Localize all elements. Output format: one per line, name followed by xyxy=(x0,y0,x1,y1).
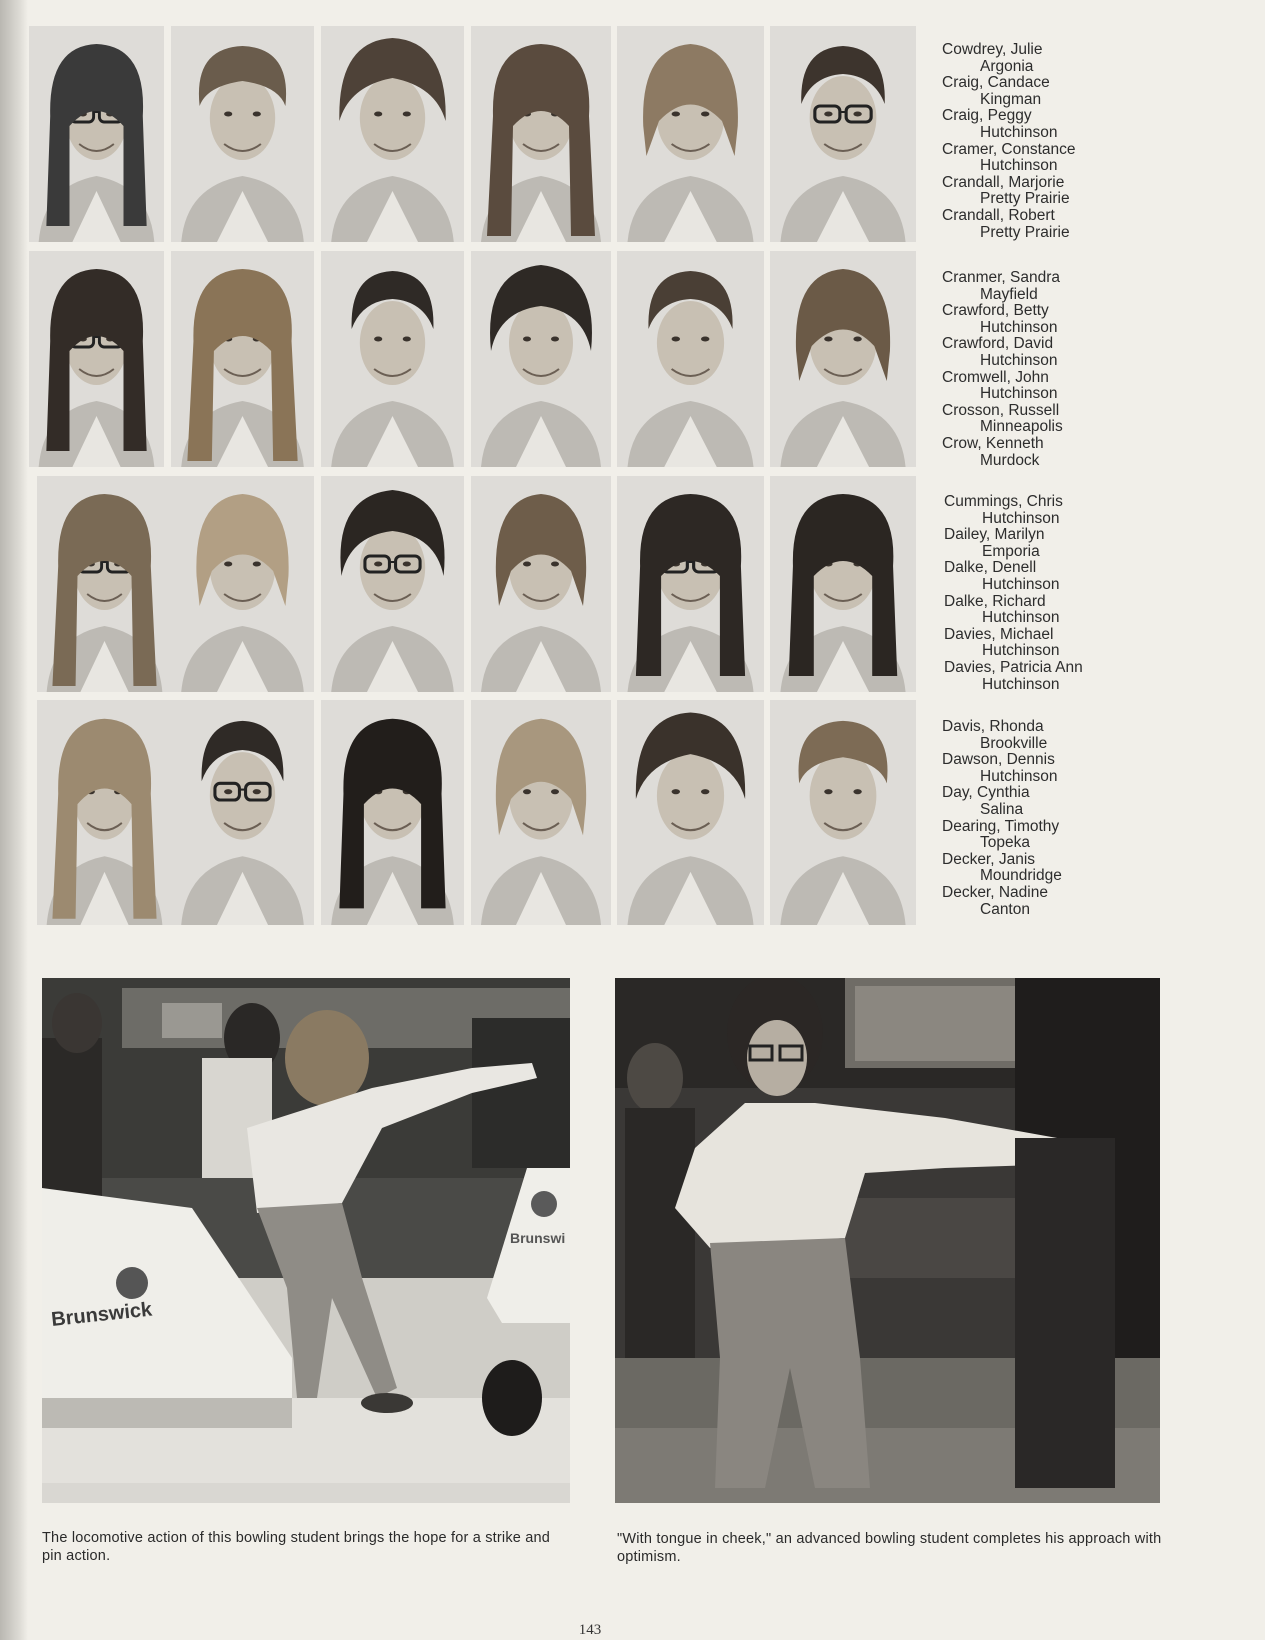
page-number: 143 xyxy=(578,1622,602,1638)
student-entry xyxy=(942,303,1242,336)
student-entry xyxy=(944,494,1244,527)
student-portrait xyxy=(29,251,164,467)
student-entry xyxy=(942,819,1242,852)
student-hometown: Canton xyxy=(980,900,1030,918)
student-portrait xyxy=(471,476,611,692)
bowling-photo-right xyxy=(615,978,1160,1503)
student-hometown: Hutchinson xyxy=(980,385,1058,403)
student-name: Dawson, Dennis xyxy=(942,751,1055,769)
student-entry xyxy=(944,594,1244,627)
student-portrait xyxy=(37,476,172,692)
student-portrait xyxy=(770,700,916,925)
student-hometown: Hutchinson xyxy=(980,123,1058,141)
student-portrait xyxy=(471,251,611,467)
student-name: Decker, Janis xyxy=(942,850,1036,868)
student-hometown: Salina xyxy=(980,800,1024,818)
student-hometown: Moundridge xyxy=(980,867,1062,885)
student-hometown: Hutchinson xyxy=(982,642,1060,660)
student-entry xyxy=(944,627,1244,660)
student-name: Davies, Patricia Ann xyxy=(944,658,1083,676)
student-hometown: Hutchinson xyxy=(982,575,1060,593)
names-group xyxy=(942,270,1242,469)
student-portrait xyxy=(321,26,464,242)
student-entry xyxy=(944,660,1244,693)
student-hometown: Hutchinson xyxy=(980,351,1058,369)
student-hometown: Brookville xyxy=(980,734,1048,752)
student-name: Dalke, Richard xyxy=(944,592,1046,610)
student-portrait xyxy=(29,26,164,242)
student-name: Cummings, Chris xyxy=(944,493,1063,510)
student-entry xyxy=(942,142,1242,175)
caption-right: "With tongue in cheek," an advanced bowling student completes his approach with optimism. xyxy=(617,1531,1162,1565)
student-portrait xyxy=(37,700,172,925)
student-name: Cowdrey, Julie xyxy=(942,41,1043,58)
student-hometown: Hutchinson xyxy=(980,318,1058,336)
student-name: Decker, Nadine xyxy=(942,883,1048,901)
student-entry xyxy=(942,785,1242,818)
student-name: Davies, Michael xyxy=(944,625,1054,643)
student-name: Cromwell, John xyxy=(942,368,1049,386)
student-name: Crawford, Betty xyxy=(942,302,1049,320)
student-hometown: Hutchinson xyxy=(982,609,1060,627)
student-entry xyxy=(942,719,1242,752)
student-name: Dalke, Denell xyxy=(944,559,1037,577)
student-hometown: Hutchinson xyxy=(982,509,1060,527)
student-name: Craig, Candace xyxy=(942,74,1050,92)
student-entry xyxy=(942,752,1242,785)
student-hometown: Mayfield xyxy=(980,285,1038,303)
student-hometown: Pretty Prairie xyxy=(980,190,1070,208)
student-entry xyxy=(942,403,1242,436)
student-portrait xyxy=(171,476,314,692)
student-name: Crawford, David xyxy=(942,335,1054,353)
student-entry xyxy=(942,175,1242,208)
student-portrait xyxy=(770,251,916,467)
names-group xyxy=(942,42,1242,241)
student-name: Dearing, Timothy xyxy=(942,817,1060,835)
student-entry xyxy=(942,108,1242,141)
student-portrait xyxy=(321,700,464,925)
student-portrait xyxy=(321,251,464,467)
student-name: Day, Cynthia xyxy=(942,784,1030,802)
student-name: Crandall, Marjorie xyxy=(942,173,1065,191)
student-hometown: Kingman xyxy=(980,90,1042,108)
names-group xyxy=(942,719,1242,918)
student-portrait xyxy=(770,476,916,692)
student-portrait xyxy=(171,251,314,467)
student-portrait xyxy=(617,251,764,467)
names-group xyxy=(944,494,1244,693)
student-entry xyxy=(942,208,1242,241)
brunswick-logo-left: Brunswick xyxy=(50,1298,154,1331)
student-hometown: Hutchinson xyxy=(980,157,1058,175)
student-name: Cramer, Constance xyxy=(942,140,1076,158)
student-portrait xyxy=(770,26,916,242)
student-entry xyxy=(942,42,1242,75)
student-portrait xyxy=(471,26,611,242)
student-portrait xyxy=(471,700,611,925)
student-entry xyxy=(944,560,1244,593)
student-portrait xyxy=(171,26,314,242)
student-hometown: Minneapolis xyxy=(980,418,1063,436)
student-hometown: Murdock xyxy=(980,451,1040,469)
student-entry xyxy=(942,75,1242,108)
student-hometown: Hutchinson xyxy=(982,675,1060,693)
student-entry xyxy=(942,336,1242,369)
student-hometown: Argonia xyxy=(980,57,1034,75)
student-name: Craig, Peggy xyxy=(942,107,1032,125)
student-name: Davis, Rhonda xyxy=(942,718,1044,735)
student-hometown: Pretty Prairie xyxy=(980,223,1070,241)
student-entry xyxy=(942,270,1242,303)
student-hometown: Emporia xyxy=(982,542,1040,560)
student-portrait xyxy=(617,700,764,925)
student-portrait xyxy=(617,26,764,242)
student-hometown: Hutchinson xyxy=(980,767,1058,785)
caption-left: The locomotive action of this bowling student brings the hope for a strike and pin action. xyxy=(42,1530,551,1564)
student-name: Cranmer, Sandra xyxy=(942,269,1061,286)
student-name: Dailey, Marilyn xyxy=(944,526,1045,544)
student-name: Crosson, Russell xyxy=(942,401,1060,419)
student-name: Crow, Kenneth xyxy=(942,434,1044,452)
brunswick-logo-right: Brunswi xyxy=(510,1230,566,1246)
student-entry xyxy=(942,852,1242,885)
student-entry xyxy=(944,527,1244,560)
student-portrait xyxy=(617,476,764,692)
student-portrait xyxy=(321,476,464,692)
student-entry xyxy=(942,436,1242,469)
student-entry xyxy=(942,885,1242,918)
student-entry xyxy=(942,370,1242,403)
student-portrait xyxy=(171,700,314,925)
bowling-photo-left xyxy=(42,978,570,1503)
student-hometown: Topeka xyxy=(980,834,1030,852)
student-name: Crandall, Robert xyxy=(942,206,1055,224)
